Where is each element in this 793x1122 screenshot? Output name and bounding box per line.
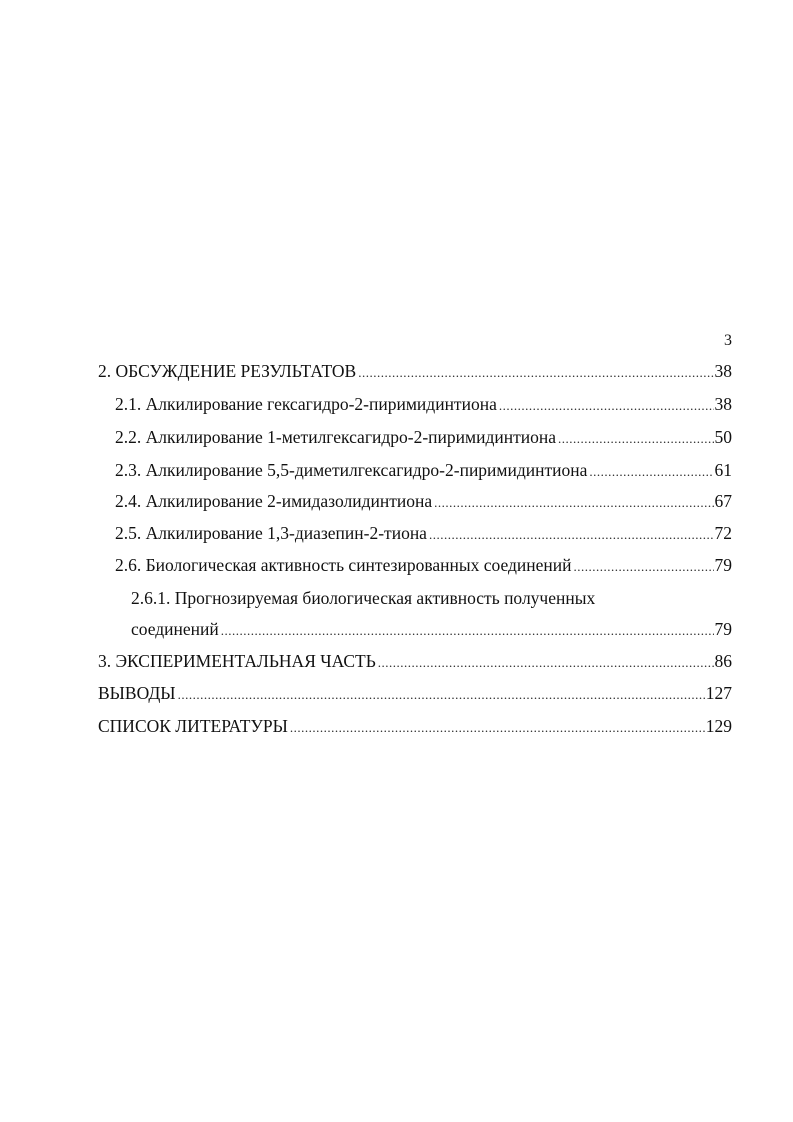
toc-entry-references[interactable] — [98, 714, 732, 740]
toc-leader-dots — [378, 651, 714, 675]
toc-entry-page: 67 — [714, 491, 732, 511]
toc-entry-page: 127 — [705, 683, 732, 703]
toc-leader-dots — [290, 716, 705, 740]
toc-entry-page: 38 — [714, 394, 732, 414]
toc-leader-dots — [178, 683, 705, 707]
toc-entry-3[interactable] — [98, 649, 732, 675]
toc-leader-dots — [589, 460, 713, 484]
toc-entry-label: ВЫВОДЫ — [98, 683, 176, 703]
toc-leader-dots — [221, 619, 714, 643]
toc-entry-label: 3. ЭКСПЕРИМЕНТАЛЬНАЯ ЧАСТЬ — [98, 651, 376, 671]
toc-entry-label: 2.1. Алкилирование гексагидро-2-пиримидинтиона — [115, 394, 497, 414]
toc-leader-dots — [429, 523, 714, 547]
toc-leader-dots — [358, 361, 713, 385]
toc-entry-page: 61 — [714, 460, 732, 480]
toc-leader-dots — [574, 555, 714, 579]
toc-entry-label: 2.4. Алкилирование 2-имидазолидинтиона — [115, 491, 433, 511]
toc-entry-label: 2.3. Алкилирование 5,5-диметилгексагидро-2-пиримидинтиона — [115, 460, 588, 480]
toc-leader-dots — [434, 491, 713, 515]
toc-entry-label: 2.5. Алкилирование 1,3-диазепин-2-тиона — [115, 523, 427, 543]
toc-entry-2-3[interactable] — [115, 458, 732, 484]
toc-entry-conclusions[interactable] — [98, 681, 732, 707]
toc-entry-2[interactable] — [98, 359, 732, 385]
toc-entry-label: 2.6. Биологическая активность синтезированных соединений — [115, 555, 572, 575]
toc-entry-label: соединений — [131, 619, 219, 639]
toc-entry-label: 2. ОБСУЖДЕНИЕ РЕЗУЛЬТАТОВ — [98, 361, 357, 381]
toc-entry-page: 79 — [714, 619, 732, 639]
toc-entry-page: 86 — [714, 651, 732, 671]
toc-entry-2-6-1[interactable] — [131, 617, 732, 643]
toc-entry-2-4[interactable] — [115, 489, 732, 515]
toc-entry-label: СПИСОК ЛИТЕРАТУРЫ — [98, 716, 288, 736]
toc-entry-2-6-1-line1[interactable]: 2.6.1. Прогнозируемая биологическая активность полученных — [131, 588, 596, 608]
toc-entry-page: 38 — [714, 361, 732, 381]
toc-entry-2-6[interactable] — [115, 553, 732, 579]
toc-entry-label: 2.2. Алкилирование 1-метилгексагидро-2-пиримидинтиона — [115, 427, 556, 447]
page-number: 3 — [724, 332, 732, 349]
toc-leader-dots — [499, 394, 714, 418]
toc-entry-page: 72 — [714, 523, 732, 543]
toc-entry-2-2[interactable] — [115, 425, 732, 451]
toc-entry-2-1[interactable] — [115, 392, 732, 418]
toc-entry-page: 79 — [714, 555, 732, 575]
toc-entry-2-5[interactable] — [115, 521, 732, 547]
toc-leader-dots — [558, 427, 714, 451]
toc-entry-page: 50 — [714, 427, 732, 447]
toc-entry-page: 129 — [705, 716, 732, 736]
